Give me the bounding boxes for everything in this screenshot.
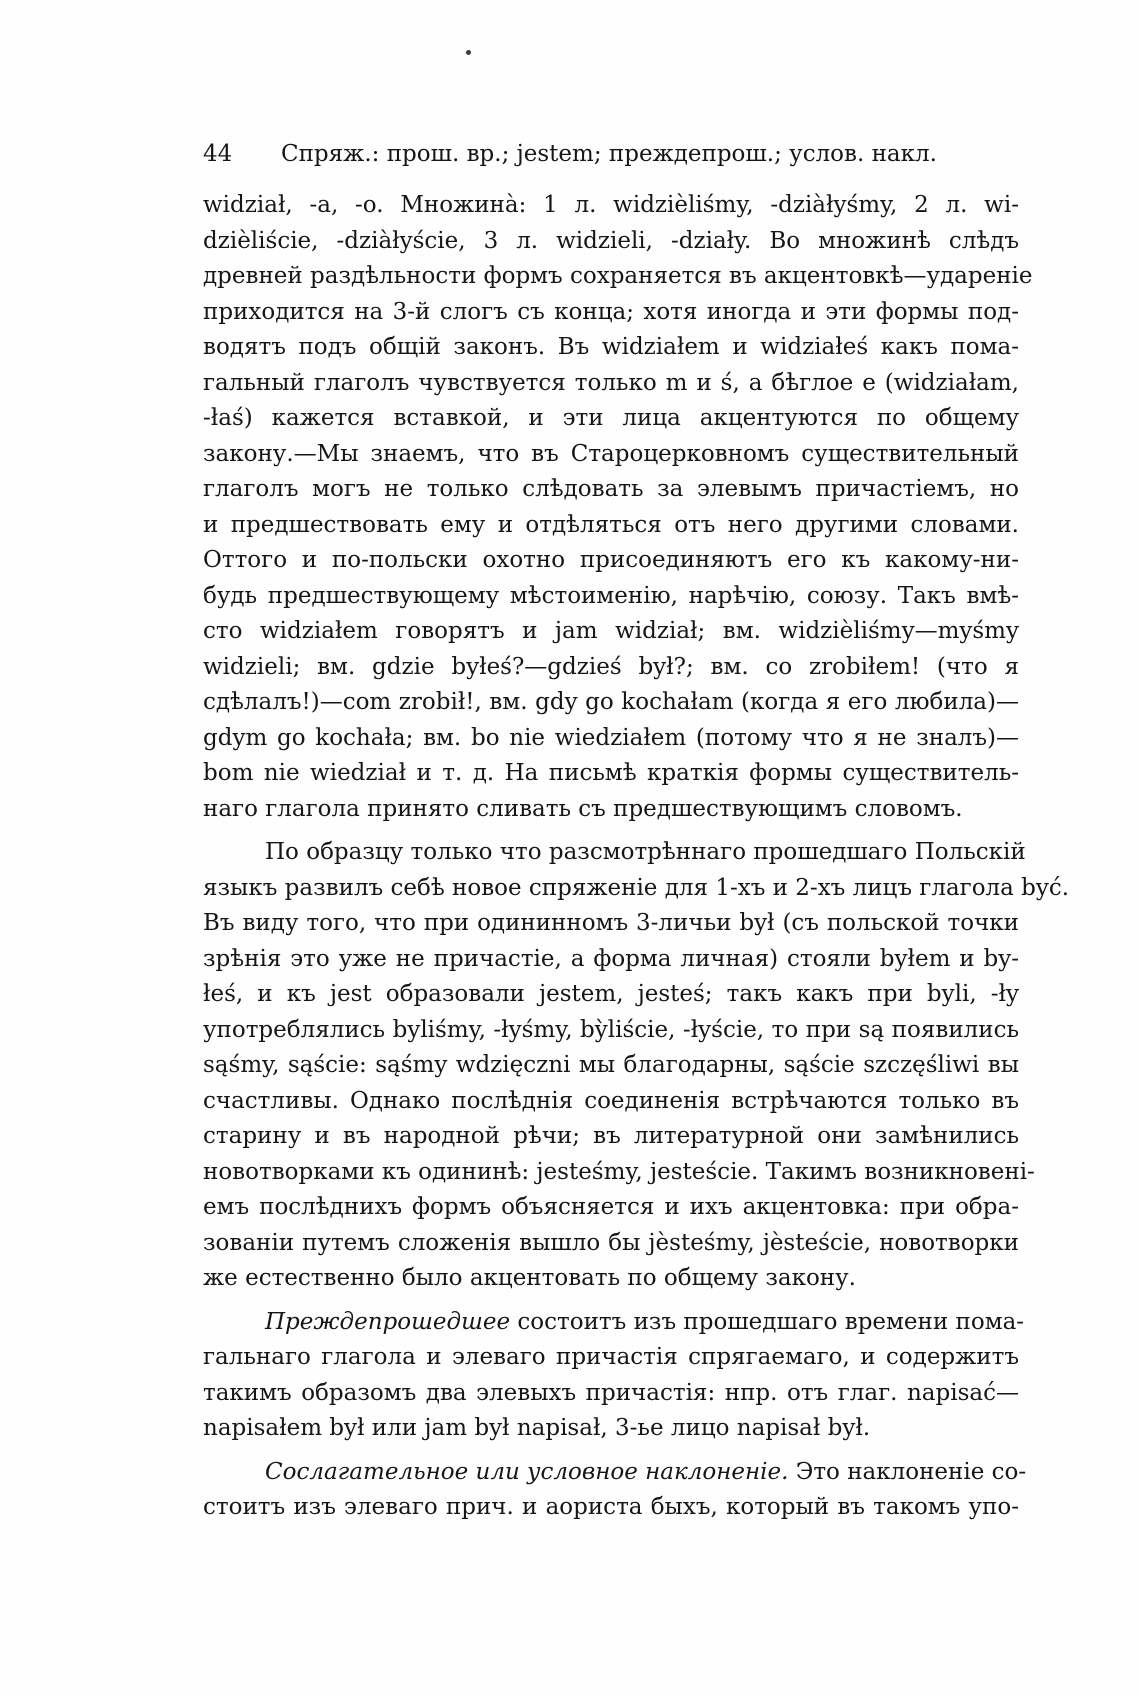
text-line: По образцу только что разсмотрѣннаго прошедшаго Польскій [265,839,1026,865]
text-line: сдѣлалъ!)—com zrobił!, вм. gdy go kochałam (когда я его любила)— [203,689,1019,715]
text-line: gdym go kochała; вм. bo nie wiedziałem (потому что я не зналъ)— [203,724,1019,751]
text-line: widział, -a, -o. Множина̀: 1 л. widzièliśmy, -dziàłyśmy, 2 л. wi- [203,192,1019,218]
text-line: сто widziałem говорятъ и jam widział; вм. widzièliśmy—myśmy [203,618,1019,644]
text-line: будь предшествующему мѣстоименію, нарѣчію, союзу. Такъ вмѣ- [203,582,1019,609]
text-run: состоитъ изъ прошедшаго времени пома- [510,1308,1025,1335]
text-line: зрѣнія это уже не причастіе, а форма личная) стояли byłem и by- [203,945,1019,972]
text-line: языкъ развилъ себѣ новое спряженіе для 1-хъ и 2-хъ лицъ глагола być. [203,874,1070,901]
italic-term: Преждепрошедшее [265,1308,511,1335]
text-line: Въ виду того, что при одининномъ 3-личьи był (съ польской точки [203,910,1019,936]
body-text [203,188,1070,1526]
text-line [203,1455,1027,1491]
text-line: древней раздѣльности формъ сохраняется въ акцентовкѣ—удареніе [203,263,1033,289]
running-title: Спряж.: прош. вр.; jestem; преждепрош.; услов. накл. [281,141,937,167]
text-line: употреблялись byliśmy, -łyśmy, bỳliście, -łyście, то при są появились [203,1016,1019,1043]
text-line: łeś, и къ jest образовали jestem, jesteś; такъ какъ при byli, -ły [203,981,1019,1007]
paragraph-gap [203,1297,1019,1305]
text-line: -łaś) кажется вставкой, и эти лица акцентуются по общему [203,405,1019,431]
text-line: закону.—Мы знаемъ, что въ Староцерковномъ существительный [203,440,1019,467]
page-number: 44 [203,141,233,167]
paragraph [203,1305,1025,1447]
text-line: napisałem był или jam był napisał, 3-ье лицо napisał był. [203,1415,871,1441]
text-line: счастливы. Однако послѣднія соединенія встрѣчаются только въ [203,1087,1019,1114]
text-line: widzieli; вм. gdzie byłeś?—gdzieś był?; вм. co zrobiłem! (что я [203,653,1019,680]
text-line: старину и въ народной рѣчи; въ литературной они замѣнились [203,1123,1019,1149]
text-line: новотворками къ одининѣ: jesteśmy, jesteście. Такимъ возникновені- [203,1158,1035,1185]
text-line: водятъ подъ общій законъ. Въ widziałem и widziałeś какъ пома- [203,334,1019,360]
text-run: Это наклоненіе со- [788,1458,1027,1485]
paragraph-gap [203,827,1019,835]
text-line: sąśmy, sąście: sąśmy wdzięczni мы благодарны, sąście szczęśliwi вы [203,1052,1019,1078]
italic-term: Сослагательное или условное наклоненіе. [265,1458,789,1485]
text-line: bom nie wiedział и т. д. На письмѣ краткія формы существитель- [203,760,1019,786]
text-line: Оттого и по-польски охотно присоединяютъ его къ какому-ни- [203,547,1019,573]
text-line: наго глагола принято сливать съ предшествующимъ словомъ. [203,795,963,822]
text-line: гальнаго глагола и элеваго причастія спрягаемаго, и содержитъ [203,1344,1019,1370]
text-line: dzièliście, -dziàłyście, 3 л. widzieli, -działy. Во множинѣ слѣдъ [203,227,1019,254]
paragraph [203,188,1033,827]
text-line: такимъ образомъ два элевыхъ причастія: нпр. отъ глаг. napisać— [203,1379,1019,1406]
text-line: стоитъ изъ элеваго прич. и аориста быхъ, который въ такомъ упо- [203,1494,1019,1520]
text-line: же естественно было акцентовать по общему закону. [203,1265,856,1291]
text-line: гальный глаголъ чувствуется только m и ś, а бѣглое е (widziałam, [203,369,1019,396]
page-header [203,139,963,169]
text-line: приходится на 3-й слогъ съ конца; хотя иногда и эти формы под- [203,298,1019,325]
text-line [203,1305,1025,1341]
print-speck [466,50,471,55]
paragraph [203,835,1070,1297]
text-line: глаголъ могъ не только слѣдовать за элевымъ причастіемъ, но [203,476,1019,502]
paragraph-gap [203,1447,1019,1455]
text-line: и предшествовать ему и отдѣляться отъ него другими словами. [203,511,1019,538]
text-line: зованіи путемъ сложенія вышло бы jèsteśmy, jèsteście, новотворки [203,1229,1019,1256]
paragraph [203,1455,1027,1526]
text-line: емъ послѣднихъ формъ объясняется и ихъ акцентовка: при обра- [203,1194,1019,1220]
